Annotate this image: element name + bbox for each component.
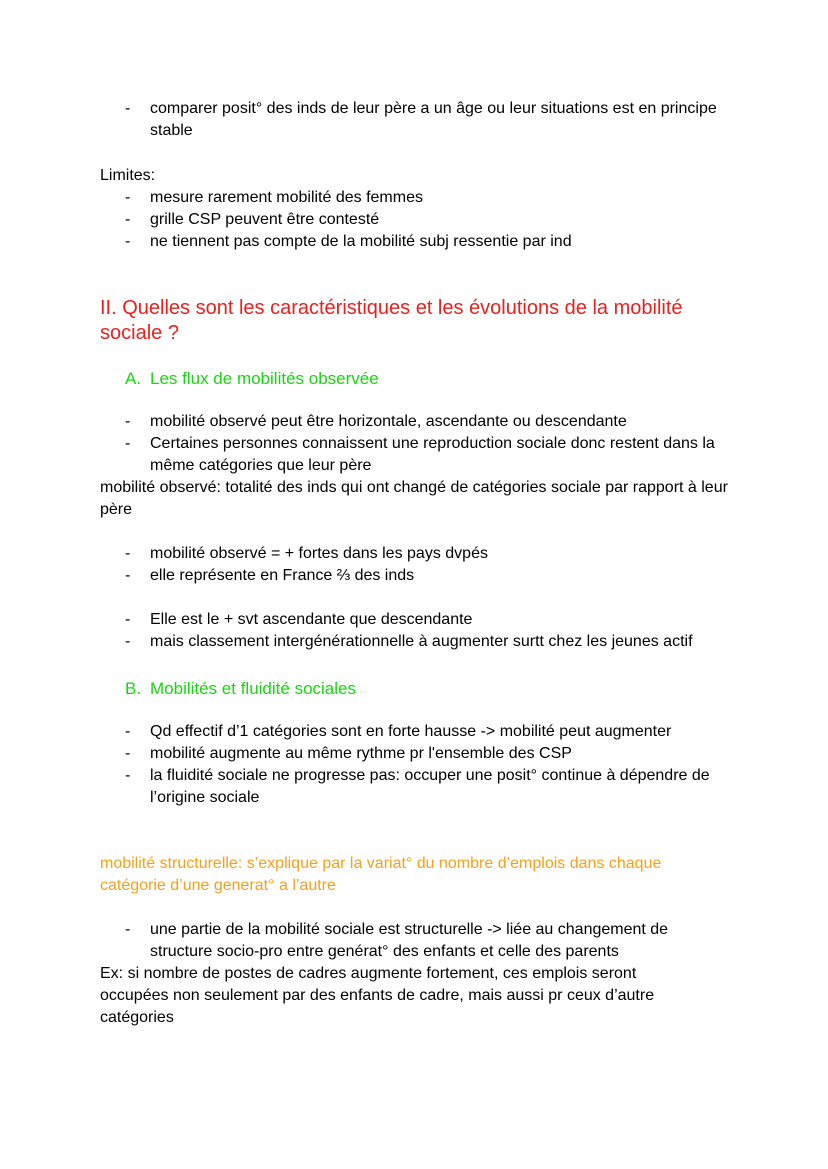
section-2-heading: II. Quelles sont les caractéristiques et les évolutions de la mobilité sociale ? (100, 297, 683, 344)
subsection-b-list-1 (100, 721, 730, 809)
list-item: - Certaines personnes connaissent une reproduction sociale donc restent dans la même catégories que leur père (100, 433, 730, 477)
list-item: - la fluidité sociale ne progresse pas: occuper une posit° continue à dépendre de l’origine sociale (100, 765, 730, 809)
list-item: - mobilité observé = + fortes dans les pays dvpés (100, 543, 730, 565)
list-item: - mobilité augmente au même rythme pr l'ensemble des CSP (100, 743, 730, 765)
list-item: - Elle est le + svt ascendante que descendante (100, 609, 730, 631)
list-item: - ne tiennent pas compte de la mobilité subj ressentie par ind (100, 231, 730, 253)
list-item: - mesure rarement mobilité des femmes (100, 187, 730, 209)
subsection-a-heading (100, 368, 755, 390)
list-item: - comparer posit° des inds de leur père a un âge ou leur situations est en principe stable (100, 98, 730, 142)
subsection-a-list-2 (100, 543, 730, 587)
top-bullet-list (100, 98, 730, 142)
subsection-b-number: B. (125, 679, 142, 698)
list-item: - mobilité observé peut être horizontale, ascendante ou descendante (100, 411, 730, 433)
subsection-b-heading (100, 678, 755, 700)
list-item: - grille CSP peuvent être contesté (100, 209, 730, 231)
list-item: - Qd effectif d’1 catégories sont en forte hausse -> mobilité peut augmenter (100, 721, 730, 743)
example-paragraph: Ex: si nombre de postes de cadres augmente fortement, ces emplois seront occupées non seulement par des enfants de cadre, mais aussi pr ceux d’autre catégories (100, 965, 655, 1026)
list-item: - mais classement intergénérationnelle à augmenter surtt chez les jeunes actif (100, 631, 730, 653)
subsection-a-number: A. (125, 369, 142, 388)
mobilite-observee-definition: mobilité observé: totalité des inds qui ont changé de catégories sociale par rapport à leur père (100, 479, 728, 518)
subsection-b-list-2 (100, 919, 730, 963)
subsection-a-list-3 (100, 609, 730, 653)
subsection-b-title: Mobilités et fluidité sociales (150, 679, 356, 698)
list-item: - une partie de la mobilité sociale est structurelle -> liée au changement de structure socio-pro entre genérat° des enfants et celle des parents (100, 919, 730, 963)
subsection-a-title: Les flux de mobilités observée (150, 369, 379, 388)
subsection-a-list-1 (100, 411, 730, 477)
limites-label: Limites: (100, 167, 156, 184)
mobilite-structurelle-definition: mobilité structurelle: s’explique par la variat° du nombre d’emplois dans chaque catégorie d’une generat° a l’autre (100, 855, 662, 894)
limites-list (100, 187, 730, 253)
list-item: - elle représente en France ⅔ des inds (100, 565, 730, 587)
